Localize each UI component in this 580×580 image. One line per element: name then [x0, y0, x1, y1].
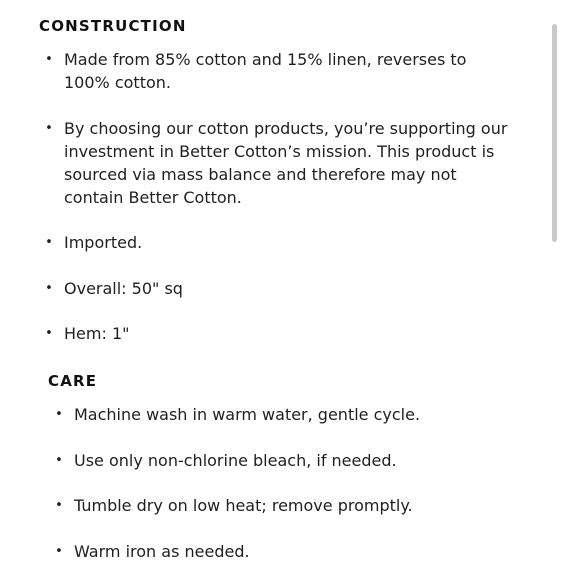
care-heading: CARE [48, 372, 98, 390]
bullet-icon: • [55, 544, 63, 559]
construction-item-text: Overall: 50" sq [64, 279, 183, 298]
construction-item-text: Made from 85% cotton and 15% linen, reverses to 100% cotton. [64, 50, 467, 92]
list-item [52, 494, 522, 517]
construction-item-text: Hem: 1" [64, 324, 130, 343]
bullet-icon: • [45, 52, 53, 67]
bullet-icon: • [45, 121, 53, 136]
bullet-icon: • [55, 407, 63, 422]
care-item-text: Warm iron as needed. [74, 542, 250, 561]
bullet-icon: • [45, 235, 53, 250]
bullet-icon: • [55, 498, 63, 513]
list-item [52, 540, 522, 563]
care-item-text: Machine wash in warm water, gentle cycle. [74, 405, 421, 424]
care-item-text: Use only non-chlorine bleach, if needed. [74, 451, 397, 470]
bullet-icon: • [45, 326, 53, 341]
construction-item-text: By choosing our cotton products, you’re supporting our investment in Better Cotton’s mission. This product is sourced via mass balance and therefore may not contain Better Cotton. [64, 119, 508, 207]
care-item-text: Tumble dry on low heat; remove promptly. [74, 496, 413, 515]
construction-heading: CONSTRUCTION [39, 17, 187, 35]
bullet-icon: • [45, 281, 53, 296]
list-item [52, 403, 522, 426]
construction-item-text: Imported. [64, 233, 143, 252]
bullet-icon: • [55, 453, 63, 468]
list-item [52, 449, 522, 472]
care-list [52, 0, 532, 580]
scrollbar-thumb[interactable] [552, 24, 557, 242]
